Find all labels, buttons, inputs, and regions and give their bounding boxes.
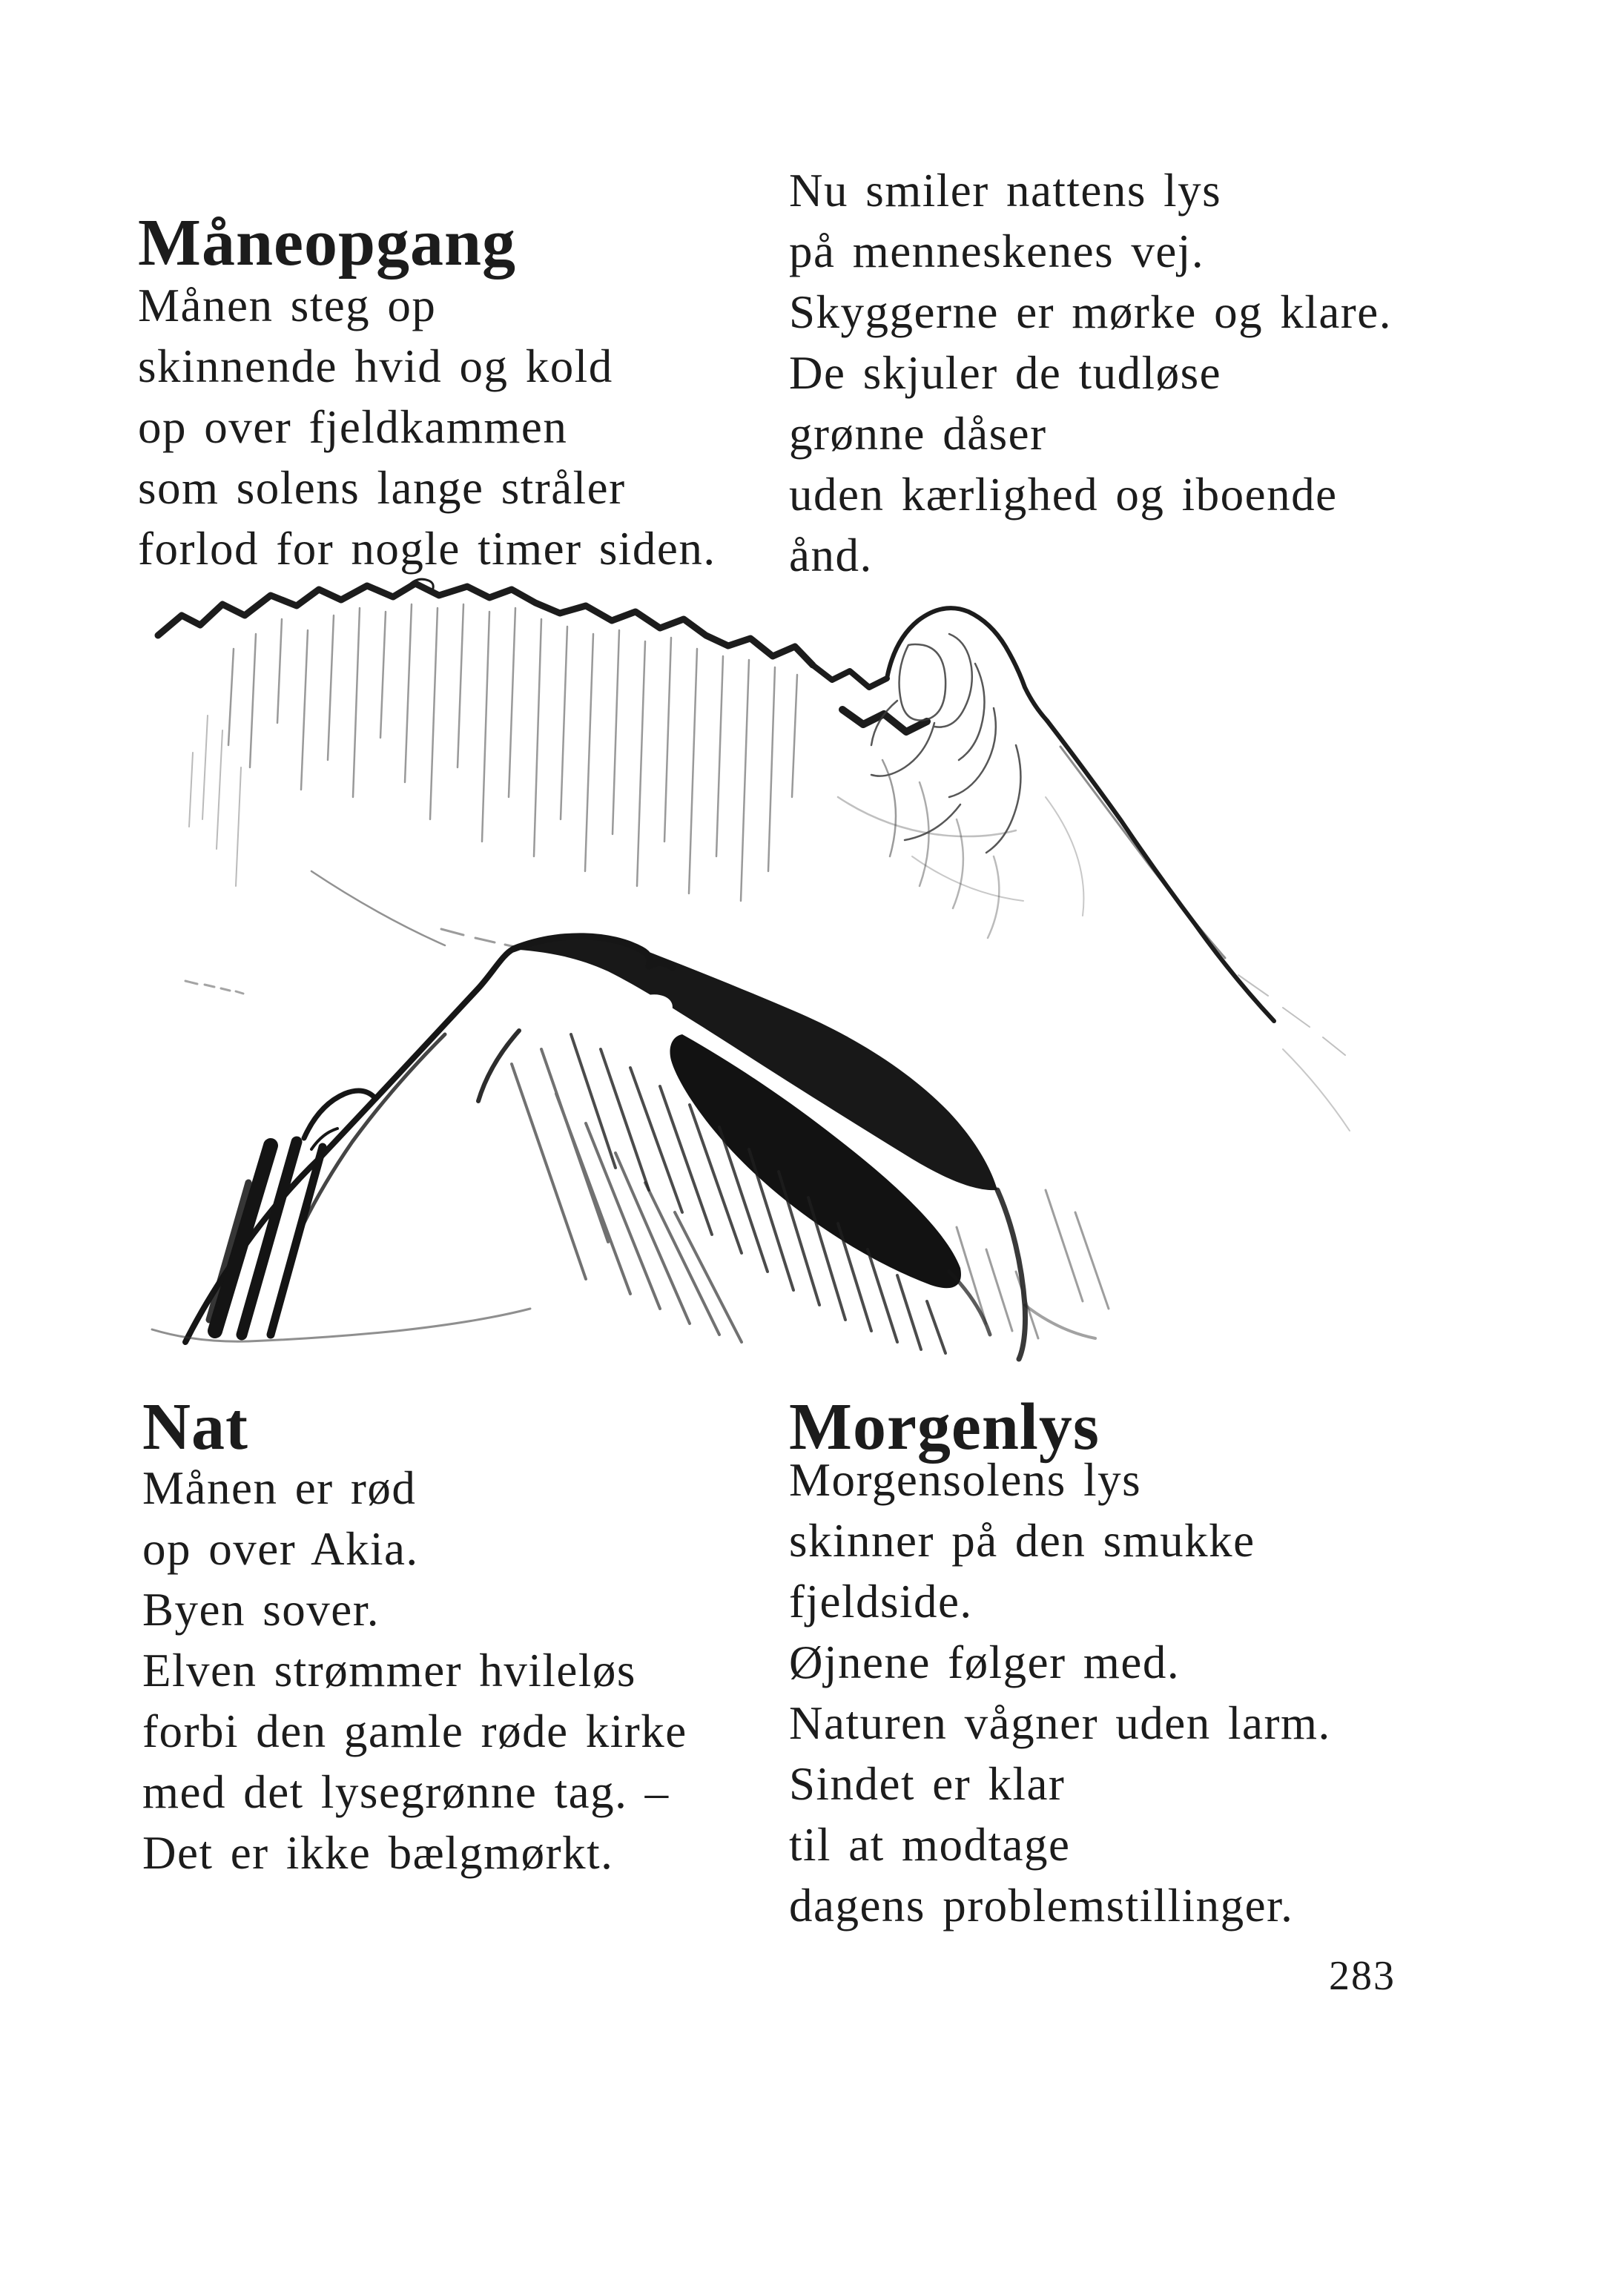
poem-line: uden kærlighed og iboende xyxy=(789,469,1338,521)
poem-line: Det er ikke bælgmørkt. xyxy=(142,1827,614,1879)
poem-line: Sindet er klar xyxy=(789,1758,1066,1810)
poem-line: med det lysegrønne tag. – xyxy=(142,1766,670,1818)
poem-continuation xyxy=(789,160,1392,586)
poem-maaneopgang xyxy=(138,275,716,579)
poem-line: på menneskenes vej. xyxy=(789,225,1205,277)
poem-line: Øjnene følger med. xyxy=(789,1636,1181,1688)
poem-title-nat: Nat xyxy=(142,1390,248,1464)
poem-line: Byen sover. xyxy=(142,1584,380,1636)
poem-line: skinner på den smukke xyxy=(789,1515,1255,1567)
poem-line: grønne dåser xyxy=(789,408,1047,460)
poem-line: forbi den gamle røde kirke xyxy=(142,1705,687,1757)
poem-line: Månen er rød xyxy=(142,1462,417,1514)
poem-line: ånd. xyxy=(789,529,873,581)
poem-line: op over fjeldkammen xyxy=(138,401,568,453)
poem-line: Morgensolens lys xyxy=(789,1454,1142,1506)
poem-line: som solens lange stråler xyxy=(138,462,626,514)
mountain-sketch-illustration xyxy=(96,575,1402,1379)
poem-line: De skjuler de tudløse xyxy=(789,347,1222,399)
poem-line: dagens problemstillinger. xyxy=(789,1880,1294,1932)
poem-nat xyxy=(142,1458,687,1883)
poem-line: skinnende hvid og kold xyxy=(138,340,613,392)
poem-line: til at modtage xyxy=(789,1819,1071,1871)
poem-morgenlys xyxy=(789,1450,1331,1936)
poem-line: forlod for nogle timer siden. xyxy=(138,523,716,575)
page-number: 283 xyxy=(1329,1953,1396,1999)
poem-line: fjeldside. xyxy=(789,1576,973,1628)
poem-line: Skyggerne er mørke og klare. xyxy=(789,286,1392,338)
poem-title-maaneopgang: Måneopgang xyxy=(138,206,517,280)
poem-line: Naturen vågner uden larm. xyxy=(789,1697,1331,1749)
poem-line: op over Akia. xyxy=(142,1523,419,1575)
poem-line: Nu smiler nattens lys xyxy=(789,165,1222,217)
poem-line: Månen steg op xyxy=(138,280,437,331)
poem-title-morgenlys: Morgenlys xyxy=(789,1390,1100,1464)
poem-line: Elven strømmer hvileløs xyxy=(142,1645,636,1696)
